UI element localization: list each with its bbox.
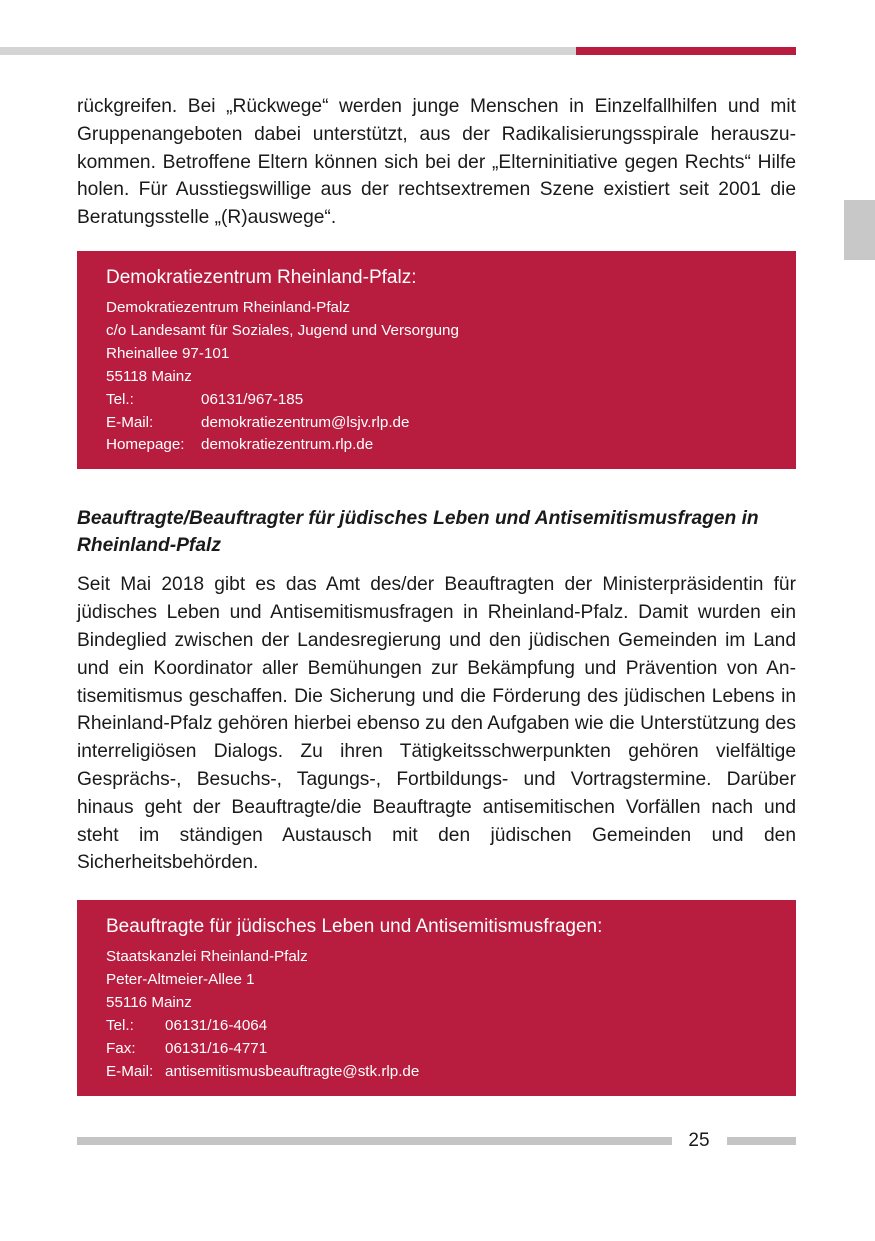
tel-value: 06131/967-185	[201, 390, 304, 408]
contact-details	[106, 1015, 419, 1084]
contact-box-title: Demokratiezentrum Rheinland-Pfalz:	[106, 266, 417, 288]
intro-paragraph: rückgreifen. Bei „Rückwege“ werden junge Menschen in Einzelfallhilfen und mit Gruppenangeboten dabei unterstützt, aus der Radikalisierungsspirale herauszukommen. Betroffene Eltern können sich bei der „Elterninitiative gegen Rechts“ Hilfe holen. Für Ausstiegswillige aus der rechtsextremen Szene existiert seit 2001 die Beratungsstelle „(R)auswege“.	[77, 96, 796, 229]
header-rule-gray	[0, 47, 576, 55]
section-paragraph: Seit Mai 2018 gibt es das Amt des/der Beauftragten der Ministerpräsidentin für jüdisches Leben und Antisemitismusfragen in Rheinland-Pfalz. Damit wurden ein Bindeglied zwischen der Landesregierung und den jüdischen Gemeinden im Land und ein Koordinator aller Bemühungen zur Bekämpfung und Prävention von Antisemitismus geschaffen. Die Sicherung und die Förderung des jüdischen Lebens in Rheinland-Pfalz gehören hierbei ebenso zu den Aufgaben wie die Unterstützung des interreligiösen Dialogs. Zu ihren Tätigkeitsschwerpunkten gehören vielfältige Gesprächs-, Besuchs-, Tagungs-, Fortbildungs- und Vortragstermine. Darüber hinaus geht der Beauftragte/die Beauftragte antisemitischen Vorfällen nach und steht im ständigen Austausch mit den jüdischen Gemeinden und den Sicherheitsbehörden.	[77, 574, 796, 874]
contact-box-title: Beauftragte für jüdisches Leben und Antisemitismusfragen:	[106, 916, 603, 938]
address-line: c/o Landesamt für Soziales, Jugend und Versorgung	[106, 321, 459, 339]
homepage-row	[106, 434, 409, 457]
contact-box-demokratiezentrum	[77, 251, 796, 469]
address-line: 55118 Mainz	[106, 367, 192, 385]
tel-value: 06131/16-4064	[165, 1016, 268, 1034]
address-line: Rheinallee 97-101	[106, 344, 230, 362]
footer-rule-right	[727, 1137, 796, 1145]
header-rule-accent	[576, 47, 796, 55]
fax-value: 06131/16-4771	[165, 1039, 268, 1057]
email-value: demokratiezentrum@lsjv.rlp.de	[201, 413, 410, 431]
chapter-side-tab	[844, 200, 875, 260]
address-line: 55116 Mainz	[106, 993, 192, 1011]
fax-label: Fax:	[106, 1039, 136, 1057]
tel-label: Tel.:	[106, 390, 134, 408]
tel-label: Tel.:	[106, 1016, 134, 1034]
tel-row	[106, 389, 409, 412]
contact-box-antisemitismusbeauftragte	[77, 900, 796, 1095]
contact-details	[106, 389, 409, 458]
address-line: Demokratiezentrum Rheinland-Pfalz	[106, 298, 350, 316]
section-heading: Beauftragte/Beauftragter für jüdisches Leben und Antisemitismusfragen in Rheinland-Pfalz	[77, 508, 759, 557]
email-label: E-Mail:	[106, 413, 154, 431]
page-content	[77, 93, 796, 1096]
page-number: 25	[688, 1130, 710, 1151]
homepage-label: Homepage:	[106, 436, 185, 454]
footer-rule-left	[77, 1137, 672, 1145]
email-value: antisemitismusbeauftragte@stk.rlp.de	[165, 1062, 420, 1080]
homepage-value: demokratiezentrum.rlp.de	[201, 436, 374, 454]
address-line: Staatskanzlei Rheinland-Pfalz	[106, 948, 308, 966]
email-label: E-Mail:	[106, 1062, 154, 1080]
tel-row	[106, 1015, 419, 1038]
email-row	[106, 412, 409, 435]
email-row	[106, 1061, 419, 1084]
address-line: Peter-Altmeier-Allee 1	[106, 971, 255, 988]
fax-row	[106, 1038, 419, 1061]
